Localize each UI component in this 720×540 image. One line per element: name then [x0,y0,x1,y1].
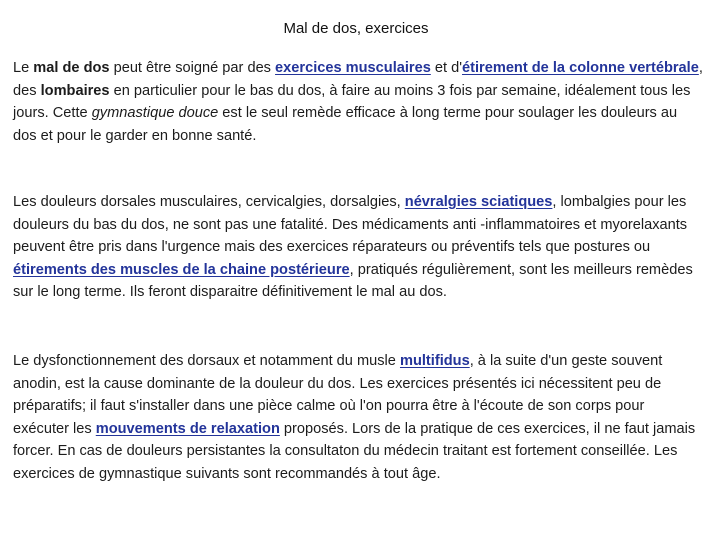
link-nevralgies-sciatiques[interactable]: névralgies sciatiques [404,194,553,210]
text: , pratiqués régulièrement, sont les meilleurs remèdes sur le long terme. Ils feront disparaitre définitivement le mal au dos. [13,261,693,300]
page-title: Mal de dos, exercices [283,20,429,37]
bold-term-lombaires: lombaires [40,82,110,99]
paragraph-dysfonctionnement [13,350,703,485]
text: Le [13,60,34,76]
link-mouvements-de-relaxation[interactable]: mouvements de relaxation [95,420,280,437]
text: en particulier pour le bas du dos, à faire au moins 3 fois par semaine, idéalement tous les jours. Cette [13,82,691,121]
text: et d' [430,60,463,76]
text: peut être soigné par des [109,60,276,76]
text: proposés. Lors de la pratique de ces exercices, il ne faut jamais forcer. En cas de douleurs persistantes la consultaton du médecin traitant est fortement conseillée. Les exercices de gymnastique suivants sont recommandés à tout âge. [13,420,696,482]
link-exercices-musculaires[interactable]: exercices musculaires [275,60,431,76]
text: est le seul remède efficace à long terme pour soulager les douleurs au dos et pour le garder en bonne santé. [13,105,678,144]
bold-term-mal-de-dos: mal de dos [33,60,110,76]
paragraph-intro [13,57,703,147]
link-multifidus[interactable]: multifidus [399,353,470,369]
text: , des [13,60,703,99]
text: , à la suite d'un geste souvent anodin, est la cause dominante de la douleur du dos. Les exercices présentés ici nécessitent peu de préparatifs; il faut s'installer dans une pièce calme où l'on pourra être à l'écoute de son corps pour exécuter les [13,353,663,437]
paragraph-douleurs [13,191,703,304]
text: , lombalgies pour les douleurs du bas du dos, ne sont pas une fatalité. Des médicaments anti -inflammatoires et myorelaxants peuvent être pris dans l'urgence mais des exercices réparateurs ou préventifs tels que postures ou [13,194,688,255]
italic-term-gymnastique-douce: gymnastique douce [91,105,219,121]
link-etirements-chaine-posterieure[interactable]: étirements des muscles de la chaine postérieure [13,261,350,278]
text: Le dysfonctionnement des dorsaux et notamment du musle [13,353,400,369]
text: Les douleurs dorsales musculaires, cervicalgies, dorsalgies, [13,194,405,210]
link-etirement-colonne-vertebrale[interactable]: étirement de la colonne vertébrale [462,60,699,76]
